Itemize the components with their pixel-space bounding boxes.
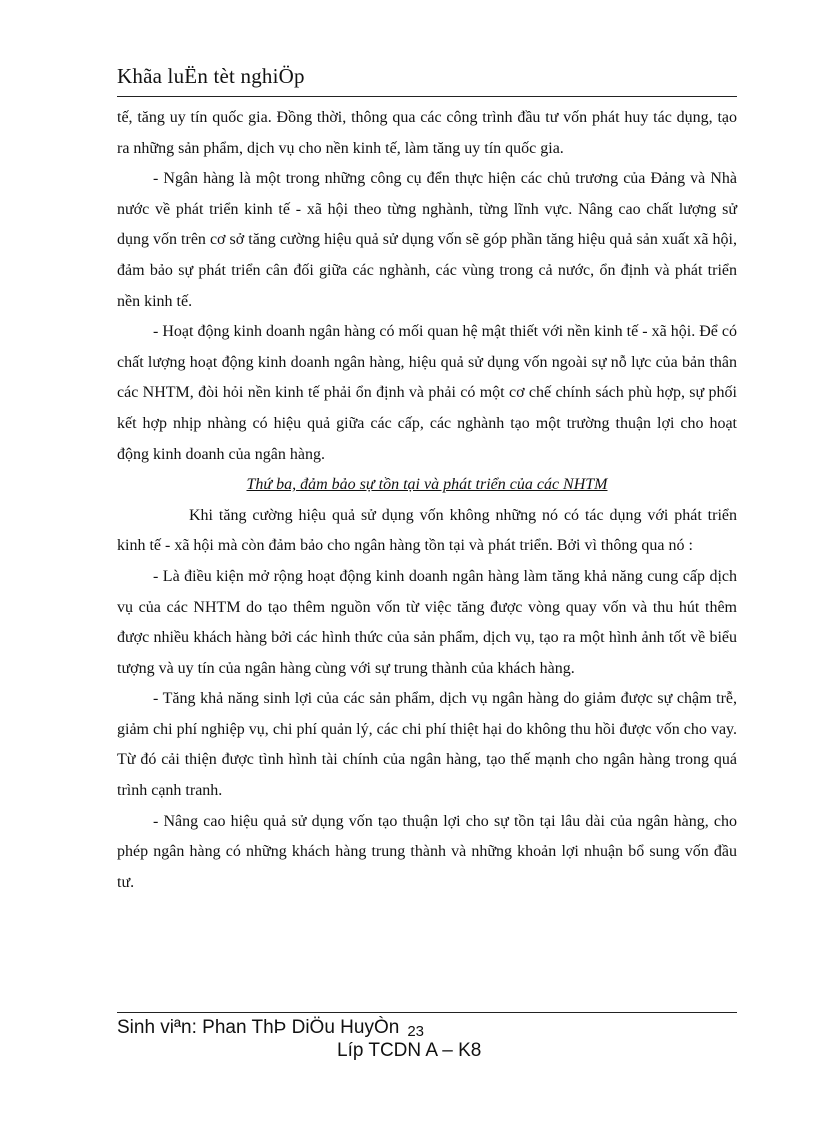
document-body <box>117 103 737 898</box>
paragraph-bullet-party-state: - Ngân hàng là một trong những công cụ đển thực hiện các chủ trương của Đảng và Nhà nước về phát triển kinh tế - xã hội theo từng nghành, từng lĩnh vực. Nâng cao chất lượng sử dụng vốn trên cơ sở tăng cường hiệu quả sử dụng vốn sẽ góp phần tăng hiệu quả sản xuất xã hội, đảm bảo sự phát triển cân đối giữa các nghành, các vùng trong cả nước, ổn định và phát triển nền kinh tế. <box>117 170 737 310</box>
paragraph-bullet-profitability: - Tăng khả năng sinh lợi của các sản phẩm, dịch vụ ngân hàng do giảm được sự chậm trễ, giảm chi phí nghiệp vụ, chi phí quản lý, các chi phí thiệt hại do không thu hồi được vốn cho vay. Từ đó cải thiện được tình hình tài chính của ngân hàng, tạo thế mạnh cho ngân hàng trong quá trình cạnh tranh. <box>117 690 737 800</box>
footer-author: Sinh viªn: Phan ThÞ DiÖu HuyÒn <box>117 1017 400 1038</box>
footer-class-label: Líp TCDN A – K8 <box>337 1040 482 1061</box>
paragraph-continuation: tế, tăng uy tín quốc gia. Đồng thời, thông qua các công trình đầu tư vốn phát huy tác dụng, tạo ra những sản phẩm, dịch vụ cho nền kinh tế, làm tăng uy tín quốc gia. <box>117 109 737 157</box>
paragraph-intro: Khi tăng cường hiệu quả sử dụng vốn không những nó có tác dụng với phát triển kinh tế - xã hội mà còn đảm bảo cho ngân hàng tồn tại và phát triển. Bởi vì thông qua nó : <box>117 506 737 555</box>
running-header-title: Khãa luËn tèt nghiÖp <box>117 64 305 88</box>
footer-divider <box>117 1012 737 1013</box>
header-divider <box>117 96 737 97</box>
page-number: 23 <box>407 1023 425 1040</box>
paragraph-bullet-business-relation: - Hoạt động kinh doanh ngân hàng có mối quan hệ mật thiết với nền kinh tế - xã hội. Để có chất lượng hoạt động kinh doanh ngân hàng, hiệu quả sử dụng vốn ngoài sự nỗ lực của bản thân các NHTM, đòi hỏi nền kinh tế phải ổn định và phải có một cơ chế chính sách phù hợp, sự phối kết hợp nhịp nhàng có hiệu quả giữa các cấp, các nghành tạo một trường thuận lợi cho hoạt động kinh doanh của ngân hàng. <box>117 323 737 463</box>
paragraph-bullet-expansion: - Là điều kiện mở rộng hoạt động kinh doanh ngân hàng làm tăng khả năng cung cấp dịch vụ của các NHTM do tạo thêm nguồn vốn từ việc tăng được vòng quay vốn và thu hút thêm được nhiều khách hàng bởi các hình thức của sản phẩm, dịch vụ, tạo ra một hình ảnh tốt về biểu tượng và uy tín của ngân hàng cùng với sự trung thành của khách hàng. <box>117 567 737 677</box>
paragraph-bullet-longevity: - Nâng cao hiệu quả sử dụng vốn tạo thuận lợi cho sự tồn tại lâu dài của ngân hàng, cho phép ngân hàng có những khách hàng trung thành và những khoản lợi nhuận bổ sung vốn đầu tư. <box>117 812 737 891</box>
section-heading: Thứ ba, đảm bảo sự tồn tại và phát triển của các NHTM <box>246 476 608 494</box>
footer-author-line <box>117 1017 424 1039</box>
